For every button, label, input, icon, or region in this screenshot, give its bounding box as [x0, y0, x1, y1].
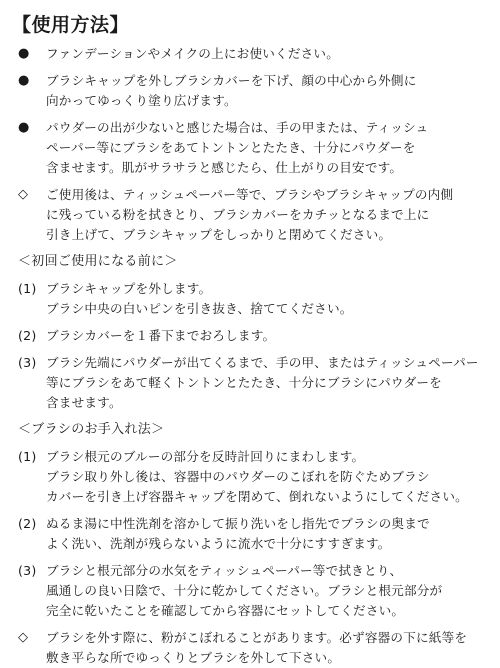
usage-line: ご使用後は、ティッシュペーパー等で、ブラシやブラシキャップの内側 [46, 187, 454, 202]
bullet-icon: ● [18, 46, 30, 61]
first-use-step [18, 326, 490, 346]
usage-item [18, 118, 490, 178]
step-line: 含ませます。 [46, 395, 122, 410]
usage-line: ファンデーションやメイクの上にお使いください。 [46, 46, 339, 61]
first-use-step [18, 279, 490, 319]
step-line: ぬるま湯に中性洗剤を溶かして振り洗いをし指先でブラシの奥まで [46, 516, 430, 531]
bullet-icon: ● [18, 120, 30, 135]
step-line: 完全に乾いたことを確認してから容器にセットしてください。 [46, 603, 405, 618]
usage-line: ブラシキャップを外しブラシカバーを下げ、顔の中心から外側に [46, 73, 417, 88]
step-number: (3) [18, 355, 37, 370]
step-number: (1) [18, 281, 37, 296]
care-step [18, 514, 490, 554]
first-use-step [18, 353, 490, 413]
step-line: カバーを引き上げ容器キャップを閉めて、倒れないようにしてください。 [46, 489, 468, 504]
step-line: ブラシ根元のブルーの部分を反時計回りにまわします。 [46, 449, 365, 464]
note-line: 敷き平らな所でゆっくりとブラシを外して下さい。 [46, 650, 341, 665]
care-heading: ＜ブラシのお手入れ法＞ [18, 422, 165, 437]
usage-line: に残っている粉を拭きとり、ブラシカバーをカチッとなるまで上に [46, 207, 430, 222]
diamond-icon: ◇ [18, 187, 29, 202]
bullet-icon: ● [18, 73, 30, 88]
usage-line: ペーパー等にブラシをあてトントンとたたき、十分にパウダーを [46, 140, 416, 155]
page-title: 【使用方法】 [12, 14, 130, 36]
usage-line: パウダーの出が少ないと感じた場合は、手の甲または、ティッシュ [46, 120, 429, 135]
step-line: ブラシカバーを１番下までおろします。 [46, 328, 276, 343]
step-number: (2) [18, 516, 37, 531]
usage-item [18, 71, 490, 111]
step-line: ブラシキャップを外します。 [46, 281, 212, 296]
step-number: (1) [18, 449, 37, 464]
care-note [18, 628, 490, 668]
step-line: 等にブラシをあて軽くトントンとたたき、十分にブラシにパウダーを [46, 375, 442, 390]
note-line: ブラシを外す際に、粉がこぼれることがあります。必ず容器の下に紙等を [46, 630, 468, 645]
usage-list [18, 44, 490, 245]
step-line: ブラシと根元部分の水気をティッシュペーパー等で拭きとり、 [46, 563, 403, 578]
step-number: (2) [18, 328, 37, 343]
step-line: ブラシ中央の白いピンを引き抜き、捨ててください。 [46, 301, 353, 316]
usage-line: 引き上げて、ブラシキャップをしっかりと閉めてください。 [46, 227, 392, 242]
usage-line: 含ませます。肌がサラサラと感じたら、仕上がりの目安です。 [46, 160, 403, 175]
step-line: よく洗い、洗剤が残らないように流水で十分にすすぎます。 [46, 536, 391, 551]
step-number: (3) [18, 563, 37, 578]
diamond-icon: ◇ [18, 630, 29, 645]
usage-item [18, 185, 490, 245]
step-line: 風通しの良い日陰で、十分に乾かしてください。ブラシと根元部分が [46, 583, 443, 598]
first-use-heading: ＜初回ご使用になる前に＞ [18, 254, 178, 269]
usage-line: 向かってゆっくり塗り広げます。 [46, 93, 237, 108]
care-step [18, 447, 490, 507]
first-use-steps [18, 279, 490, 413]
care-steps [18, 447, 490, 668]
care-step [18, 561, 490, 621]
usage-item [18, 44, 490, 64]
step-line: ブラシ先端にパウダーが出てくるまで、手の甲、またはティッシュペーパー [46, 355, 479, 370]
step-line: ブラシ取り外し後は、容器中のパウダーのこぼれを防ぐためブラシ [46, 469, 430, 484]
